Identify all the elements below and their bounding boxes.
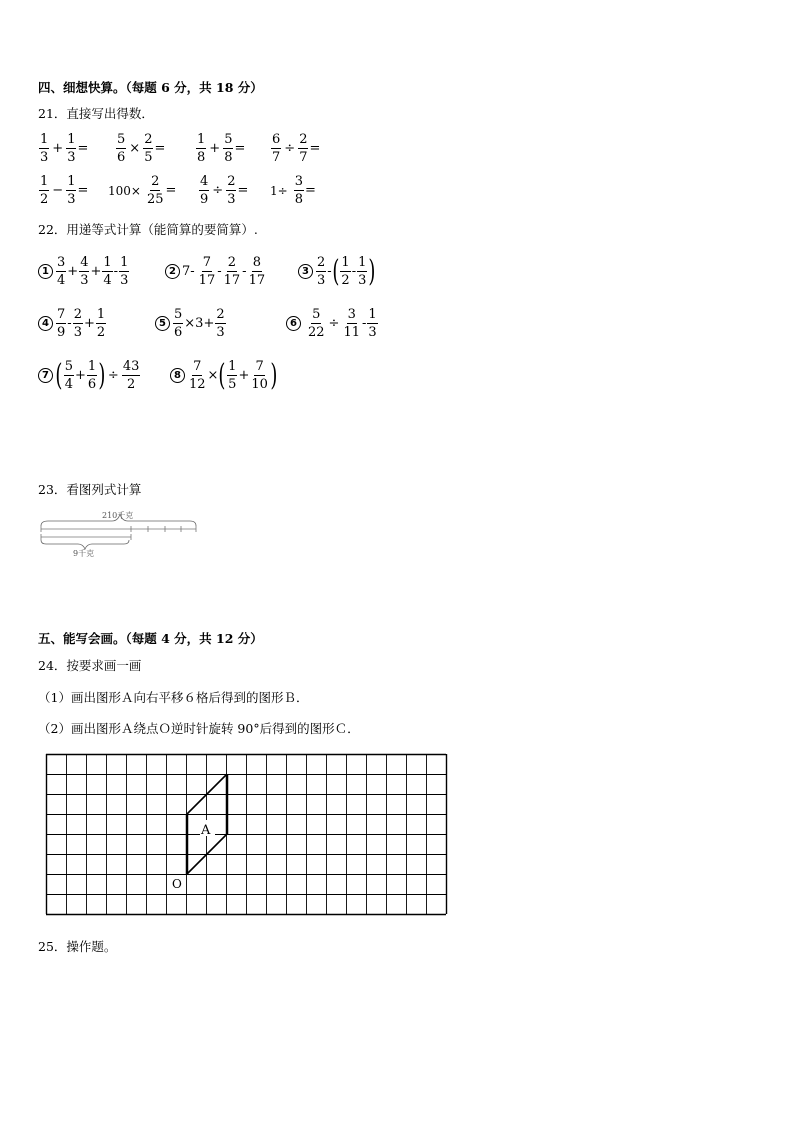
bottom-label: 9千克 xyxy=(73,549,95,558)
fraction-denominator: 5 xyxy=(228,377,237,392)
fraction-numerator: 5 xyxy=(312,307,321,322)
question-24-part-2: （2）画出图形Ａ绕点Ｏ逆时针旋转 90°后得到的图形Ｃ． xyxy=(38,721,360,736)
fraction-denominator: 2 xyxy=(341,273,350,288)
segment-diagram xyxy=(38,506,203,561)
fraction-numerator: 43 xyxy=(122,359,140,374)
fraction-numerator: 5 xyxy=(224,132,233,147)
equals-sign: = xyxy=(309,141,321,156)
fraction-numerator: 7 xyxy=(193,359,202,374)
fraction-denominator: 12 xyxy=(189,377,206,392)
operator: − xyxy=(52,183,64,198)
section-4-heading: 四、细想快算。（每题 6 分，共 18 分） xyxy=(38,80,263,95)
left-parenthesis: ( xyxy=(218,357,226,393)
fraction-denominator: 6 xyxy=(117,150,126,165)
operator: + xyxy=(238,368,250,383)
fraction-numerator: 1 xyxy=(40,132,49,147)
fraction-denominator: 10 xyxy=(251,377,268,392)
fraction-numerator: 2 xyxy=(299,132,308,147)
expression-prefix: 7- xyxy=(182,264,195,279)
question-22-title: 22．用递等式计算（能简算的要简算）. xyxy=(38,222,258,237)
fraction-denominator: 3 xyxy=(227,192,236,207)
fraction-numerator: 1 xyxy=(96,307,106,322)
operator: - xyxy=(351,264,357,279)
circled-number: 3 xyxy=(298,264,313,279)
fraction-numerator: 1 xyxy=(228,359,237,374)
fraction-numerator: 4 xyxy=(80,255,89,270)
operator: - xyxy=(362,316,367,331)
fraction-denominator: 9 xyxy=(200,192,209,207)
equals-sign: = xyxy=(234,141,246,156)
fraction-denominator: 8 xyxy=(197,150,206,165)
question-21-title: 21．直接写出得数． xyxy=(38,106,154,121)
q22-expression-4 xyxy=(38,308,107,339)
operator: - xyxy=(327,264,332,279)
question-25-title: 25．操作题。 xyxy=(38,939,117,954)
fraction-numerator: 1 xyxy=(103,255,112,270)
fraction-denominator: 11 xyxy=(343,325,360,340)
fraction-denominator: 2 xyxy=(126,377,136,392)
fraction-numerator: 2 xyxy=(216,307,225,322)
q21-item-8 xyxy=(270,175,316,206)
left-parenthesis: ( xyxy=(332,253,340,289)
q22-expression-1 xyxy=(38,256,130,287)
q21-item-1 xyxy=(38,133,88,164)
fraction-denominator: 3 xyxy=(73,325,82,340)
fraction-numerator: 7 xyxy=(255,359,264,374)
fraction-denominator: 6 xyxy=(174,325,183,340)
operator: + xyxy=(52,141,64,156)
fraction-numerator: 1 xyxy=(120,255,129,270)
fraction-denominator: 4 xyxy=(57,273,66,288)
fraction-denominator: 3 xyxy=(67,150,76,165)
top-label: 210千克 xyxy=(102,511,134,520)
operator: + xyxy=(90,264,102,279)
fraction-denominator: 3 xyxy=(317,273,326,288)
fraction-numerator: 1 xyxy=(87,359,97,374)
equals-sign: = xyxy=(304,183,316,198)
right-parenthesis: ) xyxy=(368,253,376,289)
fraction-numerator: 3 xyxy=(57,255,66,270)
circled-number: 4 xyxy=(38,316,53,331)
fraction-denominator: 3 xyxy=(368,325,377,340)
operator: × xyxy=(207,368,219,383)
operator: + xyxy=(75,368,86,383)
bottom-brace xyxy=(41,540,129,549)
q22-expression-3 xyxy=(298,253,376,289)
fraction-numerator: 1 xyxy=(358,255,367,270)
q21-item-4 xyxy=(270,133,320,164)
fraction-numerator: 1 xyxy=(67,132,76,147)
q22-expression-8 xyxy=(170,357,278,393)
fraction-denominator: 3 xyxy=(358,273,367,288)
question-24-title: 24．按要求画一画 xyxy=(38,658,142,673)
operator: × xyxy=(129,141,141,156)
fraction-numerator: 6 xyxy=(272,132,281,147)
fraction-numerator: 7 xyxy=(57,307,66,322)
right-parenthesis: ) xyxy=(270,357,278,393)
operator: + xyxy=(67,264,79,279)
circled-number: 7 xyxy=(38,368,53,383)
fraction-numerator: 5 xyxy=(64,359,73,374)
circled-number: 6 xyxy=(286,316,301,331)
question-23-title: 23．看图列式计算 xyxy=(38,482,142,497)
figure-a-edge xyxy=(187,834,227,874)
fraction-denominator: 17 xyxy=(248,273,266,288)
fraction-denominator: 7 xyxy=(272,150,281,165)
operator: - xyxy=(217,264,222,279)
placeholder xyxy=(226,794,246,814)
fraction-numerator: 1 xyxy=(40,174,49,189)
operator: - xyxy=(113,264,119,279)
q21-item-5 xyxy=(38,175,88,206)
fraction-numerator: 2 xyxy=(227,255,237,270)
operator: ÷ xyxy=(107,368,119,383)
fraction-denominator: 22 xyxy=(308,325,325,340)
right-parenthesis: ) xyxy=(98,357,106,393)
fraction-denominator: 3 xyxy=(40,150,49,165)
fraction-numerator: 3 xyxy=(347,307,356,322)
point-o-label: O xyxy=(172,877,182,891)
left-parenthesis: ( xyxy=(55,357,63,393)
figure-a-label: A xyxy=(201,823,211,838)
operator: ÷ xyxy=(212,183,224,198)
circled-number: 5 xyxy=(155,316,170,331)
fraction-denominator: 5 xyxy=(144,150,153,165)
circled-number: 2 xyxy=(165,264,180,279)
q22-expression-7 xyxy=(38,357,141,393)
fraction-denominator: 25 xyxy=(146,192,164,207)
expression-prefix: 1÷ xyxy=(270,183,288,198)
operator: ÷ xyxy=(328,316,340,331)
fraction-denominator: 4 xyxy=(103,273,112,288)
fraction-numerator: 2 xyxy=(73,307,82,322)
fraction-numerator: 2 xyxy=(144,132,153,147)
grid-lines xyxy=(46,754,447,915)
question-24-part-1: （1）画出图形Ａ向右平移６格后得到的图形Ｂ． xyxy=(38,690,309,705)
fraction-numerator: 5 xyxy=(174,307,183,322)
figure-a-edge xyxy=(187,774,227,814)
operator: + xyxy=(209,141,221,156)
fraction-numerator: 1 xyxy=(368,307,377,322)
q22-expression-2 xyxy=(165,256,267,287)
q21-item-2 xyxy=(115,133,165,164)
equals-sign: = xyxy=(77,183,89,198)
fraction-denominator: 8 xyxy=(224,150,233,165)
fraction-denominator: 4 xyxy=(64,377,73,392)
equals-sign: = xyxy=(77,141,89,156)
fraction-denominator: 2 xyxy=(96,325,106,340)
fraction-numerator: 1 xyxy=(67,174,76,189)
fraction-numerator: 5 xyxy=(117,132,126,147)
fraction-numerator: 7 xyxy=(202,255,212,270)
q21-item-6 xyxy=(108,175,176,206)
fraction-denominator: 17 xyxy=(223,273,241,288)
section-5-heading: 五、能写会画。（每题 4 分，共 12 分） xyxy=(38,631,263,646)
fraction-numerator: 8 xyxy=(252,255,261,270)
equals-sign: = xyxy=(154,141,166,156)
fraction-numerator: 1 xyxy=(341,255,350,270)
equals-sign: = xyxy=(165,183,177,198)
q22-expression-6 xyxy=(286,308,379,339)
fraction-denominator: 3 xyxy=(216,325,225,340)
fraction-numerator: 2 xyxy=(227,174,236,189)
fraction-denominator: 3 xyxy=(67,192,76,207)
circled-number: 1 xyxy=(38,264,53,279)
circled-number: 8 xyxy=(170,368,185,383)
fraction-denominator: 9 xyxy=(57,325,66,340)
fraction-denominator: 8 xyxy=(294,192,303,207)
operator: + xyxy=(83,316,95,331)
operator: ×3+ xyxy=(184,316,215,331)
fraction-numerator: 2 xyxy=(151,174,160,189)
q21-item-7 xyxy=(198,175,248,206)
fraction-denominator: 3 xyxy=(80,273,89,288)
drawing-grid[interactable] xyxy=(40,750,450,922)
fraction-numerator: 4 xyxy=(200,174,209,189)
fraction-numerator: 2 xyxy=(317,255,326,270)
operator: - xyxy=(67,316,72,331)
q22-expression-5 xyxy=(155,308,227,339)
operator: - xyxy=(242,264,247,279)
fraction-denominator: 2 xyxy=(40,192,49,207)
fraction-denominator: 6 xyxy=(87,377,97,392)
fraction-denominator: 7 xyxy=(299,150,308,165)
fraction-denominator: 3 xyxy=(120,273,129,288)
fraction-numerator: 1 xyxy=(197,132,206,147)
q21-item-3 xyxy=(195,133,245,164)
expression-prefix: 100× xyxy=(108,183,141,198)
fraction-denominator: 17 xyxy=(198,273,216,288)
fraction-numerator: 3 xyxy=(294,174,303,189)
operator: ÷ xyxy=(284,141,296,156)
equals-sign: = xyxy=(237,183,249,198)
